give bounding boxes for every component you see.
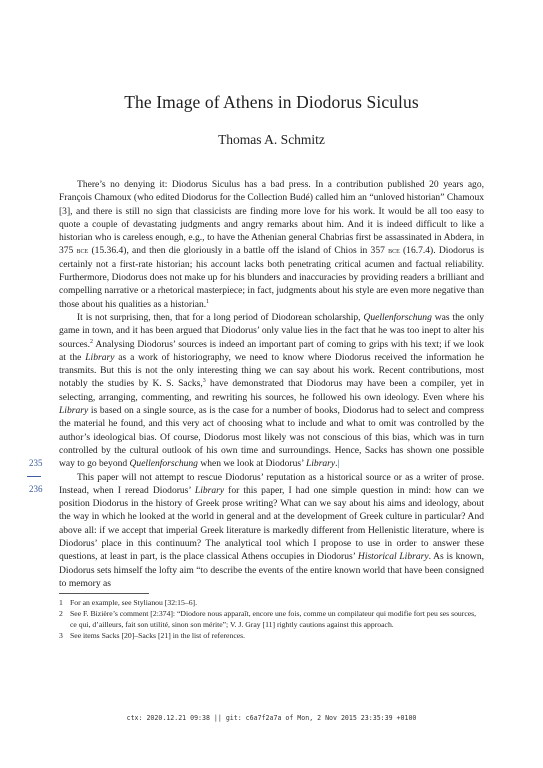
italic-term: Quellenforschung (129, 458, 198, 470)
footnotes (59, 597, 484, 641)
italic-term: Library (59, 405, 89, 417)
footnote-number: 3 (59, 631, 63, 640)
footnote-text: For an example, see Stylianou [32:15–6]. (70, 598, 198, 607)
text-run: This paper will not attempt to rescue Diodorus’ reputation as a historical source or as a writer of prose. Instead, when I reread Diodorus’ (59, 471, 484, 496)
text-run: was the only game in town, and it has been argued that Diodorus’ only value lies in the fact that he was too inept to alter his sources. (59, 311, 484, 350)
footnote-2 (59, 608, 484, 630)
text-run: have demonstrated that Diodorus may have been a compiler, yet in selecting, arranging, commenting, and rewriting his sources, he followed his own ideology. Even where his (59, 378, 484, 403)
paragraph-2 (59, 311, 484, 471)
footnote-number: 2 (59, 609, 63, 618)
margin-page-break-rule (27, 476, 41, 477)
text-run: (16.7.4). Diodorus is certainly not a first-rate historian; his account lacks both penetrating critical acumen and factual reliability. Furthermore, Diodorus does not make up for his blunders and inaccuracies by providing readers a brilliant and compelling narrative or a rhetorical masterpiece; in fact, judgments about his style are even more negative than those about his qualities as a historian. (59, 245, 484, 310)
author-name: Thomas A. Schmitz (218, 132, 325, 147)
footnote-1 (59, 597, 484, 608)
build-info-footer: ctx: 2020.12.21 09:38 || git: c6a7f2a7a of Mon, 2 Nov 2015 23:35:39 +0100 (126, 714, 417, 722)
text-run: It is not surprising, then, that for a long period of Diodorean scholarship, (77, 311, 364, 323)
text-run: Analysing Diodorus’ sources is indeed an important part of coming to grips with his text; if we look at the (59, 338, 484, 363)
text-run: (15.36.4), and then die gloriously in a battle off the island of Chios in 357 (88, 245, 389, 257)
margin-page-number-236: 236 (29, 484, 43, 494)
footnote-text: See items Sacks [20]–Sacks [21] in the list of references. (70, 631, 246, 640)
text-cursor: | (337, 458, 340, 470)
text-run: is based on a single source, as is the case for a number of books, Diodorus had to select and compress the material he found, and this very act of choosing what to include and what to omit was controlled by the author’s ideological bias. Of course, Diodorus most likely was not conscious of this bias, which was in turn controlled by the cultural outlook of his own time and surroundings. Hence, Sacks has shown one possible way to go beyond (59, 405, 484, 470)
footnote-text: See F. Bizière’s comment [2:374]: “Diodore nous apparaît, encore une fois, comme un compilateur qui modifie fort peu ses sources, ce qui, d’ailleurs, fait son utilité, sinon son mérite”; V. J. Gray [11] rightly cautions against this approach. (70, 609, 477, 629)
body-text (59, 178, 484, 590)
text-run: . (335, 458, 338, 470)
italic-term: Historical Library (357, 551, 429, 563)
text-run: when we look at Diodorus’ (197, 458, 306, 470)
margin-page-number-235: 235 (29, 458, 43, 468)
era-abbrev: bce (76, 245, 89, 256)
text-run: for this paper, I had one simple question in mind: how can we position Diodorus in the history of Greek prose writing? What can we say about his aims and ideology, about the way in which he looked at the world in general and at the development of Greek culture in particular? And above all: if we accept that imperial Greek literature is markedly different from Hellenistic literature, where is Diodorus’ place in this continuum? The analytical tool which I propose to use in order to answer these questions, at least in part, is the place classical Athens occupies in Diodorus’ (59, 484, 484, 563)
italic-term: Library (85, 351, 115, 363)
paper-title: The Image of Athens in Diodorus Siculus (124, 92, 419, 112)
footnote-number: 1 (59, 598, 63, 607)
footnote-ref-3[interactable]: 3 (202, 378, 206, 385)
footnote-ref-1[interactable]: 1 (206, 298, 210, 305)
text-run: as a work of historiography, we need to know where Diodorus received the information he transmits. But this is not the only interesting thing we can say about his work. Recent contributions, most notably the studies by K. S. Sacks, (59, 351, 485, 390)
footnote-separator (59, 593, 149, 594)
italic-term: Library (305, 458, 336, 470)
footnote-3 (59, 630, 484, 641)
italic-term: Quellenforschung (363, 311, 432, 323)
text-run: There’s no denying it: Diodorus Siculus has a bad press. In a contribution published 20 years ago, François Chamoux (who edited Diodorus for the Collection Budé) called him an “unloved historian” Chamoux [3], and there is still no sign that classicists are finding more love for his work. It would be all too easy to quote a couple of devastating judgments and angry remarks about him. And it is indeed difficult to like a historian who is careless enough, e.g., to have the Athenian general Chabrias first be assassinated in Abdera, in 375 (59, 179, 484, 257)
era-abbrev: bce (388, 245, 400, 256)
paragraph-1 (59, 178, 484, 311)
text-run: . As is known, Diodorus sets himself the lofty aim “to describe the events of the entire known world that have been consigned to memory as (59, 551, 484, 589)
italic-term: Library (194, 484, 225, 496)
footnote-ref-2[interactable]: 2 (90, 338, 94, 345)
paragraph-3 (59, 471, 484, 591)
